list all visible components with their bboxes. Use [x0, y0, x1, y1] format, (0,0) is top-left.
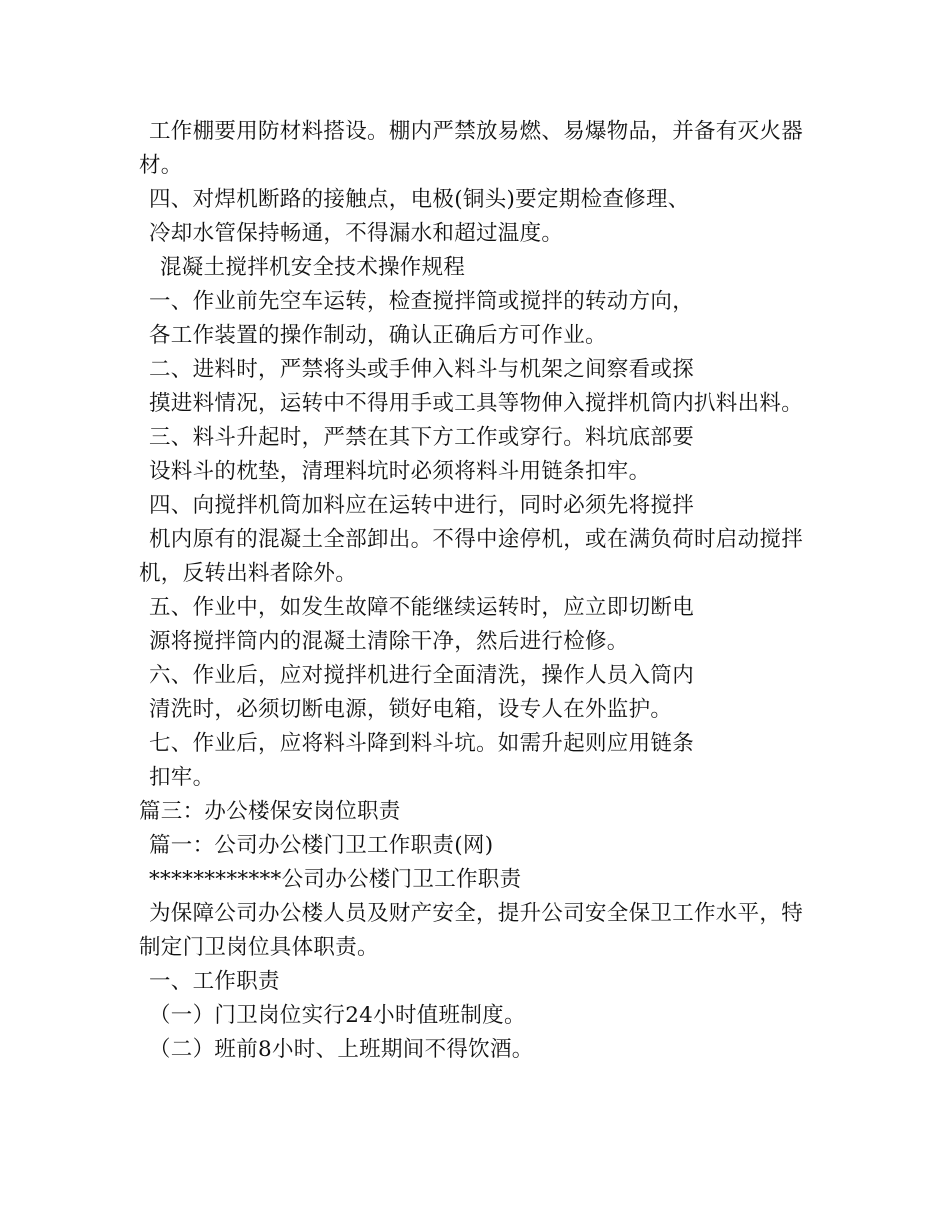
paragraph-line: 摸进料情况，运转中不得用手或工具等物伸入搅拌机筒内扒料出料。: [149, 391, 804, 416]
section-heading: 篇一：公司办公楼门卫工作职责(网): [149, 833, 494, 858]
paragraph-line: 一、作业前先空车运转，检查搅拌筒或搅拌的转动方向，: [149, 289, 695, 314]
paragraph-line: 机内原有的混凝土全部卸出。不得中途停机，或在满负荷时启动搅拌: [149, 527, 804, 552]
paragraph-line: 源将搅拌筒内的混凝土清除干净，然后进行检修。: [149, 629, 629, 654]
paragraph-line: 设料斗的枕垫，清理料坑时必须将料斗用链条扣牢。: [149, 459, 651, 484]
paragraph-line: 扣牢。: [149, 765, 215, 790]
paragraph-line: 冷却水管保持畅通，不得漏水和超过温度。: [149, 221, 564, 246]
paragraph-line: 机，反转出料者除外。: [139, 561, 358, 586]
list-item: （一）门卫岗位实行24小时值班制度。: [149, 1003, 526, 1028]
section-heading: 混凝土搅拌机安全技术操作规程: [160, 255, 466, 280]
paragraph-line: 材。: [139, 153, 183, 178]
paragraph-line: 六、作业后，应对搅拌机进行全面清洗，操作人员入筒内: [149, 663, 695, 688]
paragraph-line: 工作棚要用防材料搭设。棚内严禁放易燃、易爆物品，并备有灭火器: [149, 119, 804, 144]
paragraph-line: 三、料斗升起时，严禁在其下方工作或穿行。料坑底部要: [149, 425, 695, 450]
paragraph-line: 四、向搅拌机筒加料应在运转中进行，同时必须先将搅拌: [149, 493, 695, 518]
subsection-heading: 一、工作职责: [149, 969, 280, 994]
paragraph-line: 二、进料时，严禁将头或手伸入料斗与机架之间察看或探: [149, 357, 695, 382]
chapter-heading: 篇三：办公楼保安岗位职责: [139, 799, 401, 824]
paragraph-line: 四、对焊机断路的接触点，电极(铜头)要定期检查修理、: [149, 187, 690, 212]
paragraph-line: 五、作业中，如发生故障不能继续运转时，应立即切断电: [149, 595, 695, 620]
paragraph-line: 各工作装置的操作制动，确认正确后方可作业。: [149, 323, 607, 348]
paragraph-line: 为保障公司办公楼人员及财产安全，提升公司安全保卫工作水平，特: [149, 901, 804, 926]
paragraph-line: 制定门卫岗位具体职责。: [139, 935, 379, 960]
list-item: （二）班前8小时、上班期间不得饮酒。: [149, 1037, 534, 1062]
paragraph-line: 清洗时，必须切断电源，锁好电箱，设专人在外监护。: [149, 697, 673, 722]
section-heading: ************公司办公楼门卫工作职责: [149, 867, 522, 892]
paragraph-line: 七、作业后，应将料斗降到料斗坑。如需升起则应用链条: [149, 731, 695, 756]
document-body: [139, 115, 829, 1067]
